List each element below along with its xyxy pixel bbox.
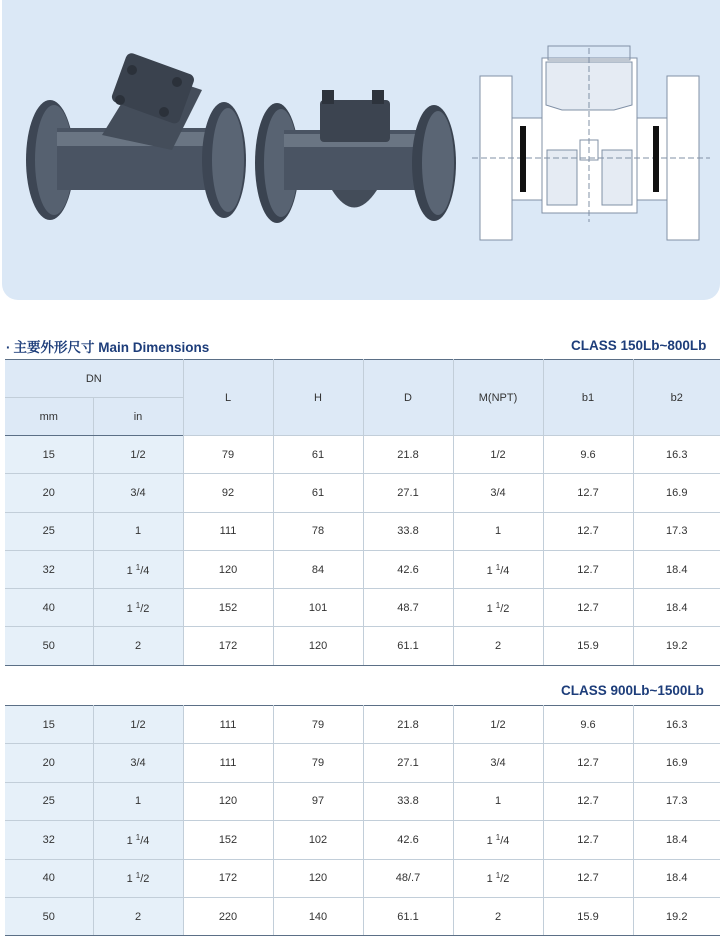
class-label-1: CLASS 150Lb~800Lb <box>571 338 707 353</box>
D-value: 48/.7 <box>395 872 421 885</box>
cell-mm <box>5 859 93 897</box>
in-fraction: 3/4 <box>130 486 146 499</box>
L-value: 172 <box>218 640 238 653</box>
M-whole: 2 <box>494 640 502 653</box>
cell-b1 <box>543 474 633 512</box>
b2-value: 17.3 <box>666 525 688 538</box>
mm-value: 50 <box>42 640 55 653</box>
L-value: 92 <box>221 486 235 499</box>
cell-H <box>273 436 363 474</box>
cell-b2 <box>633 859 720 897</box>
b1-value: 12.7 <box>577 525 599 538</box>
table-row <box>5 744 720 782</box>
cell-D <box>363 859 453 897</box>
cell-D <box>363 782 453 820</box>
L-value: 220 <box>218 910 238 923</box>
cell-b1 <box>543 897 633 935</box>
b1-value: 15.9 <box>577 640 599 653</box>
cell-M <box>453 706 543 744</box>
mm-value: 25 <box>42 525 55 538</box>
b2-value: 17.3 <box>666 795 688 808</box>
section-title-text: 主要外形尺寸 Main Dimensions <box>13 340 210 355</box>
M-whole: 1 <box>486 873 493 886</box>
in-whole: 2 <box>134 640 142 653</box>
cell-M <box>453 550 543 588</box>
b2-value: 18.4 <box>666 563 688 576</box>
cell-b2 <box>633 436 720 474</box>
H-value: 97 <box>311 795 325 808</box>
cell-D <box>363 744 453 782</box>
b1-value: 12.7 <box>577 563 599 576</box>
cell-D <box>363 706 453 744</box>
b1-value: 9.6 <box>580 448 596 461</box>
mm-value: 40 <box>42 601 55 614</box>
cell-H <box>273 627 363 665</box>
table-row <box>5 627 720 665</box>
D-value: 61.1 <box>397 910 419 923</box>
class-label-2: CLASS 900Lb~1500Lb <box>561 683 704 698</box>
cell-L <box>183 744 273 782</box>
b1-value: 12.7 <box>577 795 599 808</box>
table-row <box>5 474 720 512</box>
H-value: 102 <box>308 833 328 846</box>
cell-b2 <box>633 744 720 782</box>
M-whole: 1 <box>494 525 502 538</box>
M-whole: 1 <box>486 834 493 847</box>
cell-b1 <box>543 859 633 897</box>
D-value: 42.6 <box>397 563 419 576</box>
M-fraction: 1/2 <box>490 448 506 461</box>
table-row <box>5 706 720 744</box>
cell-b2 <box>633 474 720 512</box>
cell-in <box>93 512 183 550</box>
cell-H <box>273 897 363 935</box>
cell-b1 <box>543 706 633 744</box>
H-value: 78 <box>311 525 325 538</box>
cell-M <box>453 821 543 859</box>
cell-H <box>273 550 363 588</box>
M-denominator: /4 <box>500 564 510 577</box>
cell-in <box>93 859 183 897</box>
b1-value: 15.9 <box>577 910 599 923</box>
cell-in <box>93 589 183 627</box>
cell-b2 <box>633 821 720 859</box>
product-image-panel <box>2 0 720 300</box>
cell-M <box>453 744 543 782</box>
dimensions-table-2 <box>5 705 720 936</box>
D-value: 61.1 <box>397 640 419 653</box>
in-fraction: 3/4 <box>130 757 146 770</box>
cell-L <box>183 589 273 627</box>
mm-value: 20 <box>42 757 55 770</box>
cell-H <box>273 706 363 744</box>
cell-D <box>363 436 453 474</box>
b1-value: 12.7 <box>577 872 599 885</box>
y-strainer-valve-photo <box>26 52 246 220</box>
cell-b2 <box>633 550 720 588</box>
b2-value: 16.3 <box>666 448 688 461</box>
L-value: 172 <box>218 872 238 885</box>
cell-D <box>363 589 453 627</box>
H-value: 120 <box>308 872 328 885</box>
mm-value: 40 <box>42 872 55 885</box>
cell-H <box>273 821 363 859</box>
header-M: M(NPT) <box>453 360 543 436</box>
cell-mm <box>5 782 93 820</box>
header-in: in <box>93 398 183 436</box>
section-bullet: · <box>6 340 11 355</box>
cell-M <box>453 474 543 512</box>
M-denominator: /2 <box>500 602 510 615</box>
cell-M <box>453 897 543 935</box>
cell-b1 <box>543 821 633 859</box>
cell-b1 <box>543 589 633 627</box>
D-value: 21.8 <box>397 448 419 461</box>
cell-b1 <box>543 782 633 820</box>
cell-in <box>93 627 183 665</box>
cell-H <box>273 859 363 897</box>
b1-value: 12.7 <box>577 486 599 499</box>
M-denominator: /4 <box>500 834 510 847</box>
L-value: 152 <box>218 833 238 846</box>
L-value: 120 <box>218 795 238 808</box>
b1-value: 12.7 <box>577 757 599 770</box>
D-value: 33.8 <box>397 795 419 808</box>
cell-b2 <box>633 782 720 820</box>
in-denominator: /4 <box>140 834 150 847</box>
M-fraction: 3/4 <box>490 757 506 770</box>
cell-H <box>273 782 363 820</box>
table-row <box>5 512 720 550</box>
b2-value: 16.9 <box>666 757 688 770</box>
M-numerator: 1 <box>495 832 501 842</box>
H-value: 120 <box>308 640 328 653</box>
cell-D <box>363 550 453 588</box>
D-value: 48.7 <box>397 601 419 614</box>
cell-b2 <box>633 706 720 744</box>
in-whole: 2 <box>134 910 142 923</box>
cell-H <box>273 474 363 512</box>
header-D: D <box>363 360 453 436</box>
M-fraction: 3/4 <box>490 486 506 499</box>
L-value: 111 <box>219 525 237 538</box>
H-value: 79 <box>311 757 325 770</box>
cell-b1 <box>543 550 633 588</box>
mm-value: 15 <box>42 448 55 461</box>
valve-illustrations <box>2 0 720 300</box>
L-value: 79 <box>221 448 235 461</box>
cell-mm <box>5 821 93 859</box>
cell-in <box>93 436 183 474</box>
cell-b2 <box>633 627 720 665</box>
in-whole: 1 <box>126 873 133 886</box>
b2-value: 16.3 <box>666 718 688 731</box>
H-value: 84 <box>311 563 325 576</box>
b2-value: 18.4 <box>666 601 688 614</box>
cell-M <box>453 627 543 665</box>
b2-value: 18.4 <box>666 833 688 846</box>
cell-mm <box>5 897 93 935</box>
cell-L <box>183 821 273 859</box>
in-denominator: /2 <box>140 602 150 615</box>
cell-H <box>273 744 363 782</box>
header-b2: b2 <box>633 360 720 436</box>
table-row <box>5 589 720 627</box>
in-numerator: 1 <box>135 600 141 610</box>
header-H: H <box>273 360 363 436</box>
in-numerator: 1 <box>135 562 141 572</box>
cell-b1 <box>543 512 633 550</box>
cell-in <box>93 897 183 935</box>
cell-L <box>183 897 273 935</box>
b1-value: 9.6 <box>580 718 596 731</box>
in-numerator: 1 <box>135 832 141 842</box>
H-value: 101 <box>308 601 328 614</box>
cell-L <box>183 512 273 550</box>
M-whole: 1 <box>486 602 493 615</box>
b2-value: 16.9 <box>666 486 688 499</box>
cell-M <box>453 512 543 550</box>
b2-value: 18.4 <box>666 872 688 885</box>
table-row <box>5 782 720 820</box>
cell-L <box>183 436 273 474</box>
M-fraction: 1/2 <box>490 718 506 731</box>
cell-b1 <box>543 627 633 665</box>
H-value: 61 <box>311 448 325 461</box>
in-whole: 1 <box>126 564 133 577</box>
cell-mm <box>5 627 93 665</box>
in-denominator: /2 <box>140 873 150 886</box>
check-valve-photo <box>255 90 456 223</box>
cell-L <box>183 706 273 744</box>
cell-M <box>453 589 543 627</box>
table-row <box>5 859 720 897</box>
L-value: 111 <box>219 757 237 770</box>
cell-L <box>183 627 273 665</box>
mm-value: 20 <box>42 486 55 499</box>
cell-M <box>453 436 543 474</box>
table-row <box>5 436 720 474</box>
cell-L <box>183 782 273 820</box>
M-whole: 1 <box>486 564 493 577</box>
in-denominator: /4 <box>140 564 150 577</box>
cell-H <box>273 589 363 627</box>
L-value: 111 <box>219 718 237 731</box>
table-row <box>5 821 720 859</box>
cell-in <box>93 550 183 588</box>
cell-M <box>453 782 543 820</box>
cell-b1 <box>543 744 633 782</box>
mm-value: 50 <box>42 910 55 923</box>
D-value: 21.8 <box>397 718 419 731</box>
dimensions-table-1 <box>5 359 720 666</box>
cell-b2 <box>633 512 720 550</box>
cell-mm <box>5 474 93 512</box>
cell-D <box>363 474 453 512</box>
cell-mm <box>5 706 93 744</box>
valve-section-drawing <box>472 46 710 240</box>
in-numerator: 1 <box>135 871 141 881</box>
L-value: 152 <box>218 601 238 614</box>
cell-mm <box>5 589 93 627</box>
cell-D <box>363 512 453 550</box>
b1-value: 12.7 <box>577 833 599 846</box>
cell-D <box>363 897 453 935</box>
header-mm: mm <box>5 398 93 436</box>
cell-D <box>363 821 453 859</box>
L-value: 120 <box>218 563 238 576</box>
M-denominator: /2 <box>500 873 510 886</box>
in-whole: 1 <box>126 834 133 847</box>
in-fraction: 1/2 <box>130 718 146 731</box>
mm-value: 25 <box>42 795 55 808</box>
mm-value: 15 <box>42 718 55 731</box>
D-value: 27.1 <box>397 757 419 770</box>
b1-value: 12.7 <box>577 601 599 614</box>
cell-in <box>93 706 183 744</box>
cell-M <box>453 859 543 897</box>
cell-L <box>183 550 273 588</box>
cell-mm <box>5 550 93 588</box>
header-L: L <box>183 360 273 436</box>
b2-value: 19.2 <box>666 910 688 923</box>
cell-mm <box>5 512 93 550</box>
M-whole: 1 <box>494 795 502 808</box>
mm-value: 32 <box>42 563 55 576</box>
H-value: 79 <box>311 718 325 731</box>
cell-mm <box>5 744 93 782</box>
cell-L <box>183 474 273 512</box>
M-numerator: 1 <box>495 600 501 610</box>
cell-in <box>93 782 183 820</box>
cell-D <box>363 627 453 665</box>
M-numerator: 1 <box>495 871 501 881</box>
in-whole: 1 <box>134 525 142 538</box>
b2-value: 19.2 <box>666 640 688 653</box>
cell-b1 <box>543 436 633 474</box>
cell-L <box>183 859 273 897</box>
header-dn: DN <box>5 360 183 398</box>
table-row <box>5 897 720 935</box>
cell-b2 <box>633 897 720 935</box>
cell-mm <box>5 436 93 474</box>
cell-b2 <box>633 589 720 627</box>
H-value: 140 <box>308 910 328 923</box>
D-value: 33.8 <box>397 525 419 538</box>
M-numerator: 1 <box>495 562 501 572</box>
header-b1: b1 <box>543 360 633 436</box>
cell-in <box>93 744 183 782</box>
D-value: 27.1 <box>397 486 419 499</box>
in-whole: 1 <box>134 795 142 808</box>
cell-in <box>93 474 183 512</box>
cell-H <box>273 512 363 550</box>
table-row <box>5 550 720 588</box>
mm-value: 32 <box>42 833 55 846</box>
M-whole: 2 <box>494 910 502 923</box>
H-value: 61 <box>311 486 325 499</box>
in-fraction: 1/2 <box>130 448 146 461</box>
in-whole: 1 <box>126 602 133 615</box>
D-value: 42.6 <box>397 833 419 846</box>
section-title <box>6 336 209 356</box>
cell-in <box>93 821 183 859</box>
